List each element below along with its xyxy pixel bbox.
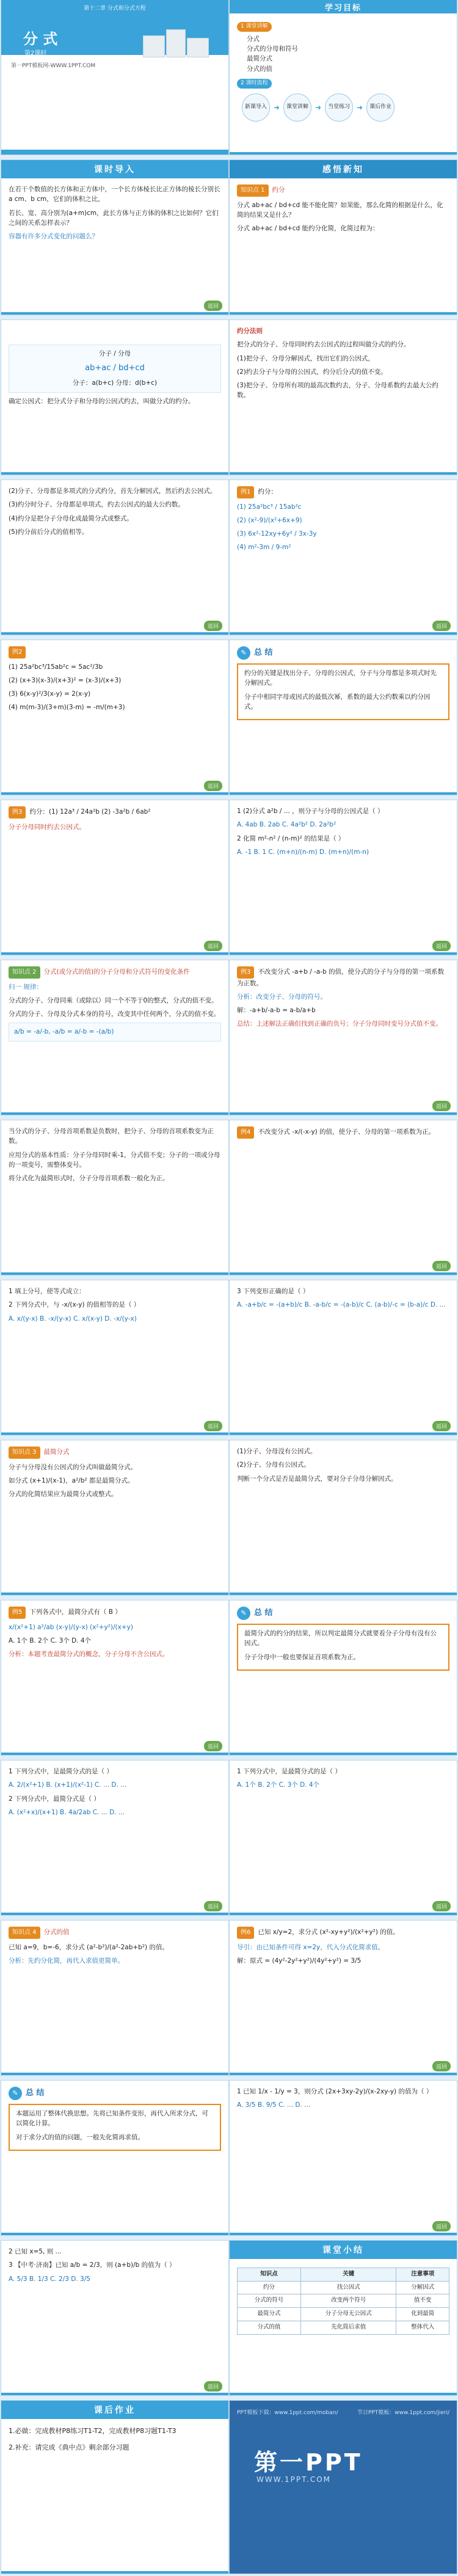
practice-question: 2 下列分式中，最简分式是（ ）	[9, 1795, 100, 1803]
table-header: 关键	[301, 2268, 396, 2282]
rule-paragraph: 分式的分子、分母及分式本身的符号，改变其中任何两个，分式的值不变。	[9, 1010, 220, 1018]
numerator-label: 分子	[98, 350, 112, 357]
example-question: 下列各式中，最简分式有（ B ）	[29, 1608, 122, 1616]
note-paragraph: 应用分式的基本性质：分子分母同时乘-1，分式值不变；分子的一项或分母的一项变号，需整体变号。	[9, 1151, 220, 1169]
example-label: 例1	[237, 486, 254, 498]
practice-question: 1 下列分式中，是最简分式的是（ ）	[237, 1768, 341, 1775]
summary-paragraph: 最简分式的约分的结果，所以判定最简分式就要看分子分母有没有公因式。	[244, 1630, 437, 1647]
knowledge-paragraph: 分子与分母没有公因式的分式叫做最简分式。	[9, 1463, 137, 1471]
note-paragraph: (4)约分是把分子分母化成最简分式或整式。	[9, 514, 133, 522]
knowledge-paragraph: 分式的化简结果应为最简分式或整式。	[9, 1491, 118, 1498]
slide-summary-1	[230, 640, 457, 795]
slide-simplest-notes	[230, 1440, 457, 1595]
knowledge-paragraph: 分式 ab+ac / bd+cd 能不能化简？如果能，那么化简的根据是什么，化简的结果又是什么？	[237, 201, 443, 219]
flow-step: 课后作业	[366, 93, 394, 122]
practice-options: A. x/(y-x) B. -x/(y-x) C. x/(x-y) D. -x/(y-x)	[9, 1315, 137, 1323]
table-row: 分式的符号 改变两个符号 值不变	[238, 2294, 449, 2308]
example-note: 分析：本题考查最简分式的概念，分子分母不含公因式。	[9, 1651, 169, 1658]
knowledge-paragraph: 如分式 (x+1)/(x-1)，a²/b² 都是最简分式。	[9, 1476, 134, 1484]
slide-example-2	[1, 640, 228, 795]
homework-item: 2.补充：请完成《典中点》剩余部分习题	[9, 2443, 129, 2451]
slide-example-7	[230, 1921, 457, 2075]
slide-practice-3	[230, 1280, 457, 1435]
goal-item: 最简分式	[247, 55, 272, 63]
practice-question: 1 已知 1/x - 1/y = 3，则分式 (2x+3xy-2y)/(x-2xy-y) 的值为（ ）	[237, 2088, 433, 2095]
practice-options: A. 4ab B. 2ab C. 4a²b² D. 2a²b²	[237, 821, 336, 829]
practice-options: A. 5/3 B. 1/3 C. 2/3 D. 3/5	[9, 2275, 90, 2283]
example-solution: 解：原式 = (4y²-2y²+y²)/(4y²+y²) = 3/5	[237, 1957, 362, 1965]
back-button[interactable]: 返回	[204, 2381, 222, 2392]
solution-item: (1) 25a²bc³/15ab²c = 5ac²/3b	[9, 663, 103, 671]
brand-note-left[interactable]: PPT模板下载：www.1ppt.com/moban/	[237, 2410, 338, 2416]
example-label: 例2	[9, 646, 26, 659]
practice-options: A. 2/(x²+1) B. (x+1)/(x²-1) C. ... D. ...	[9, 1781, 127, 1789]
back-button[interactable]: 返回	[432, 1101, 451, 1111]
summary-title: 总 结	[26, 2088, 45, 2098]
back-button[interactable]: 返回	[204, 1901, 222, 1911]
cubes-illustration	[143, 29, 210, 72]
back-button[interactable]: 返回	[432, 1261, 451, 1271]
practice-question: 1 下列分式中，是最简分式的是（ ）	[9, 1768, 113, 1775]
table-row: 最简分式 分子分母无公因式 化到最简	[238, 2308, 449, 2321]
table-row: 约分 找公因式 分解因式	[238, 2281, 449, 2294]
slide-practice-6	[230, 2081, 457, 2235]
back-button[interactable]: 返回	[204, 621, 222, 631]
slide-notes	[1, 480, 228, 635]
solution-item: (4) m(m-3)/(3+m)(3-m) = -m/(m+3)	[9, 704, 125, 712]
homework-item: 1.必做：完成教材P8练习T1-T2，完成教材P8习题T1-T3	[9, 2427, 176, 2435]
slide-knowledge-1	[230, 160, 457, 315]
example-question: 已知 x/y=2，求分式 (x²-xy+y²)/(x²+y²) 的值。	[258, 1928, 399, 1936]
note-paragraph: (5)约分前后分式的值相等。	[9, 528, 89, 536]
rule-paragraph: 分式的分子、分母同乘（或除以）同一个不等于0的整式，分式的值不变。	[9, 996, 218, 1004]
rule-paragraph: (1)把分子、分母分解因式，找出它们的公因式，	[237, 354, 374, 362]
slide-example-4	[230, 960, 457, 1115]
goal-badge-2: 2 课时流程	[237, 79, 272, 89]
intro-paragraph: 在若干个数值的长方体和正方体中，一个长方体棱长比正方体的棱长分别长a cm、b cm，它们的体积之比，	[9, 186, 220, 203]
flow-step: 新课导入	[242, 93, 270, 122]
solution-item: (2) (x+3)(x-3)/(x+3)² = (x-3)/(x+3)	[9, 676, 122, 684]
summary-title: 总 结	[254, 1608, 273, 1618]
back-button[interactable]: 返回	[204, 1421, 222, 1431]
sign-formula: a/b = -a/-b, -a/b = a/-b = -(a/b)	[9, 1023, 221, 1041]
slide-example-3	[1, 800, 228, 955]
note-paragraph: (2)分子、分母都是多项式的分式约分，首先分解因式，然后约去公因式。	[9, 487, 217, 495]
slide-homework	[1, 2401, 228, 2574]
goal-item: 分式的分母和符号	[247, 45, 298, 53]
knowledge-tag: 知识点 1	[237, 184, 269, 197]
example-analysis: 分析：改变分子、分母的符号。	[237, 993, 327, 1001]
summary-icon: ✎	[237, 646, 250, 660]
back-button[interactable]: 返回	[432, 2221, 451, 2231]
example-question: 约分：	[258, 488, 277, 495]
note-paragraph: (3)约分时分子、分母都是单项式，约去公因式的最大公约数。	[9, 501, 184, 509]
fraction-expression: ab+ac / bd+cd	[85, 363, 145, 373]
practice-question: 1 填上分号，使等式成立：	[9, 1288, 85, 1295]
slide-example-1	[230, 480, 457, 635]
back-button[interactable]: 返回	[432, 1421, 451, 1431]
rule-title: 约分法则	[237, 327, 263, 335]
factor-note: 分子：a(b+c) 分母：d(b+c)	[72, 379, 158, 387]
back-button[interactable]: 返回	[432, 2061, 451, 2071]
slide-summary-2	[230, 1600, 457, 1755]
summary-paragraph: 分子中相同字母或因式的最低次幂，系数的最大公约数乘以约分因式。	[244, 693, 431, 710]
rule-paragraph: (3)把分子、分母所有项的最高次数约去，分子、分母系数约去最大公约数。	[237, 382, 438, 400]
back-button[interactable]: 返回	[204, 941, 222, 951]
summary-table	[237, 2268, 449, 2335]
note-paragraph: (2)分子、分母有公因式。	[237, 1461, 310, 1469]
example-question: 约分：(1) 12a³ / 24a²b (2) -3a²b / 6ab²	[29, 808, 151, 815]
knowledge-tag: 知识点 2	[9, 966, 40, 979]
goal-item: 分式	[247, 35, 260, 43]
practice-question: 3 【中考·济南】已知 a/b = 2/3，则 (a+b)/b 的值为（ ）	[9, 2261, 176, 2269]
slide-intro	[1, 160, 228, 315]
back-button[interactable]: 返回	[204, 1741, 222, 1751]
slide-goals	[230, 0, 457, 155]
slide-sign-notes	[1, 1120, 228, 1275]
slide-rule	[230, 320, 457, 475]
practice-question: 1 (2)分式 a²b / ... ，则分子与分母的公因式是（ ）	[237, 808, 384, 815]
goal-item: 分式的值	[247, 65, 272, 73]
summary-paragraph: 约分的关键是找出分子、分母的公因式，分子与分母都是多项式时先分解因式。	[244, 670, 437, 687]
note-paragraph: 将分式化为最简形式时，分子分母首项系数一般化为正。	[9, 1175, 169, 1183]
knowledge-tag-text: 分式的值	[43, 1928, 70, 1936]
back-button[interactable]: 返回	[204, 301, 222, 311]
example-item: (2) (x²-9)/(x²+6x+9)	[237, 516, 302, 524]
slide-brand	[230, 2401, 457, 2574]
table-header: 知识点	[238, 2268, 301, 2282]
slide-summary-3	[1, 2081, 228, 2235]
example-solution: 解：-a+b/-a-b = a-b/a+b	[237, 1007, 316, 1015]
table-row: 分式的值 先化简后求值 整体代入	[238, 2321, 449, 2334]
example-item: (3) 6x²-12xy+6y² / 3x-3y	[237, 530, 317, 538]
slide-practice-7	[1, 2241, 228, 2395]
practice-question: 3 下列变形正确的是（ ）	[237, 1288, 310, 1295]
knowledge-tag-text: 分式(或分式的值)的分子分母和分式符号的变化条件	[43, 968, 190, 976]
summary-icon: ✎	[237, 1607, 250, 1620]
intro-paragraph: 若长、宽、高分别为(a+m)cm，此长方体与正方体的体积之比如何？它们之间的关系怎样表示？	[9, 209, 219, 227]
back-button[interactable]: 返回	[432, 621, 451, 631]
example-item: (1) 25a²bc³ / 15ab²c	[237, 503, 302, 511]
slide-example-5	[230, 1120, 457, 1275]
example-label: 例3	[237, 966, 254, 979]
flow-step: 当堂练习	[325, 93, 353, 122]
knowledge-tag: 知识点 3	[9, 1447, 40, 1459]
knowledge-tag-text: 最简分式	[43, 1448, 70, 1456]
example-guide: 导引：由已知条件可得 x=2y，代入分式化简求值。	[237, 1943, 385, 1951]
solution-item: (3) 6(x-y)²/3(x-y) = 2(x-y)	[9, 690, 91, 698]
back-button[interactable]: 返回	[432, 1901, 451, 1911]
cover-subtitle: 第2课时	[24, 50, 47, 57]
slide-knowledge-2	[1, 960, 228, 1115]
knowledge-paragraph: 分式 ab+ac / bd+cd 能约分化简，化简过程为：	[237, 225, 379, 233]
example-options: A. 1个 B. 2个 C. 3个 D. 4个	[9, 1636, 92, 1644]
practice-options: A. (x²+x)/(x+1) B. 4a/2ab C. ... D. ...	[9, 1808, 125, 1816]
practice-question: 2 已知 x=5, 则 ...	[9, 2248, 62, 2255]
intro-banner: 课时导入	[1, 160, 228, 178]
goal-badge-1: 1 课堂讲解	[237, 22, 272, 32]
brand-note-right[interactable]: 节日PPT模板：www.1ppt.com/jieri/	[357, 2410, 449, 2416]
example-label: 例6	[237, 1927, 254, 1939]
example-note: 分子分母同时约去公因式。	[9, 823, 85, 831]
example-items: x/(x²+1) a²/ab (x-y)/(y-x) (x²+y²)/(x+y)	[9, 1623, 133, 1631]
slide-class-summary	[230, 2241, 457, 2395]
homework-banner: 课后作业	[1, 2401, 228, 2419]
flow-step: 课堂讲解	[283, 93, 311, 122]
brand-logo-title: 第一PPT	[254, 2449, 363, 2476]
back-button[interactable]: 返回	[432, 941, 451, 951]
knowledge-banner: 感悟新知	[230, 160, 457, 178]
knowledge-tag: 知识点 4	[9, 1927, 40, 1939]
practice-options: A. 3/5 B. 9/5 C. ... D. ...	[237, 2101, 311, 2109]
table-header: 注意事项	[396, 2268, 449, 2282]
knowledge-paragraph: 已知 a=9，b=-6，求分式 (a²-b²)/(a²-2ab+b²) 的值。	[9, 1943, 169, 1951]
example-label: 例4	[237, 1126, 254, 1139]
cover-site: 第一PPT模板网-WWW.1PPT.COM	[11, 63, 96, 69]
slide-diagram: 分子 / 分母 ab+ac / bd+cd 分子：a(b+c) 分母：d(b+c) 确定公因式：把分式分子和分母的公因式约去，叫做分式的约分。	[1, 320, 228, 475]
rule-subtitle: 归一 规律：	[9, 983, 43, 991]
example-item: (4) m²-3m / 9-m²	[237, 544, 291, 552]
denominator-label: 分母	[118, 350, 131, 357]
practice-options: A. -a+b/c = -(a+b)/c B. -a-b/c = -(a-b)/c C. (a-b)/-c = (b-a)/c D. ...	[237, 1301, 446, 1309]
lesson-flow: 新课导入 ➜ 课堂讲解 ➜ 当堂练习 ➜ 课后作业	[242, 93, 449, 122]
example-question: 不改变分式 -x/(-x-y) 的值，使分子、分母的第一项系数为正。	[258, 1128, 435, 1136]
summary-title: 总 结	[254, 648, 273, 657]
example-label: 例5	[9, 1607, 26, 1619]
brand-logo-sub[interactable]: WWW.1PPT.COM	[256, 2475, 332, 2484]
example-note: 总结：上述解法正确但找到正确的负号；分子分母同时变号分式值不变。	[237, 1020, 442, 1028]
slide-practice-1	[230, 800, 457, 955]
slide-practice-5	[230, 1761, 457, 1915]
summary-paragraph: 分子分母中一般也要保证首项系数为正。	[244, 1653, 360, 1661]
note-paragraph: 判断一个分式是否是最简分式，要对分子分母分解因式。	[237, 1475, 398, 1483]
example-label: 例3	[9, 806, 26, 819]
slide-knowledge-4	[1, 1921, 228, 2075]
slide-practice-2	[1, 1280, 228, 1435]
cover-course-header: 第十二章 分式和分式方程	[84, 5, 146, 12]
rule-paragraph: (2)约去分子与分母的公因式，约分后分式的值不变。	[237, 368, 387, 376]
example-question: 不改变分式 -a+b / -a-b 的值，使分式的分子与分母的第一项系数为正数。	[237, 968, 445, 987]
summary-paragraph: 对于求分式的值的问题，一般先化简再求值。	[16, 2133, 144, 2141]
slide-practice-4	[1, 1761, 228, 1915]
rule-paragraph: 把分式的分子、分母同时约去公因式的过程叫做分式的约分。	[237, 341, 410, 349]
diagram-paragraph: 确定公因式：把分式分子和分母的公因式约去，叫做分式的约分。	[9, 397, 195, 405]
slide-knowledge-3	[1, 1440, 228, 1595]
note-paragraph: (1)分子、分母没有公因式。	[237, 1448, 317, 1455]
practice-question: 2 化简 m²-n² / (n-m)² 的结果是（ ）	[237, 834, 345, 842]
practice-options: A. -1 B. 1 C. (m+n)/(n-m) D. (m+n)/(m-n)	[237, 848, 369, 856]
intro-question: 容器有许多分式变化的问题么？	[9, 233, 98, 241]
practice-question: 2 下列分式中，与 -x/(x-y) 的值相等的是（ ）	[9, 1301, 140, 1309]
slide-cover	[1, 0, 228, 155]
knowledge-paragraph: 分析：先约分化简，再代入求值更简单。	[9, 1957, 124, 1965]
back-button[interactable]: 返回	[204, 781, 222, 791]
practice-options: A. 1个 B. 2个 C. 3个 D. 4个	[237, 1781, 320, 1789]
class-summary-banner: 课堂小结	[230, 2241, 457, 2259]
goals-banner: 学习目标	[230, 0, 457, 13]
summary-paragraph: 本题运用了整体代换思想。先将已知条件变形，再代入所求分式，可以简化计算。	[16, 2110, 208, 2128]
slide-example-6	[1, 1600, 228, 1755]
knowledge-tag-text: 约分	[272, 186, 285, 194]
note-paragraph: 当分式的分子、分母首项系数是负数时，把分子、分母的首项系数变为正数。	[9, 1128, 214, 1145]
cover-title: 分 式	[23, 31, 58, 48]
summary-icon: ✎	[9, 2087, 22, 2100]
